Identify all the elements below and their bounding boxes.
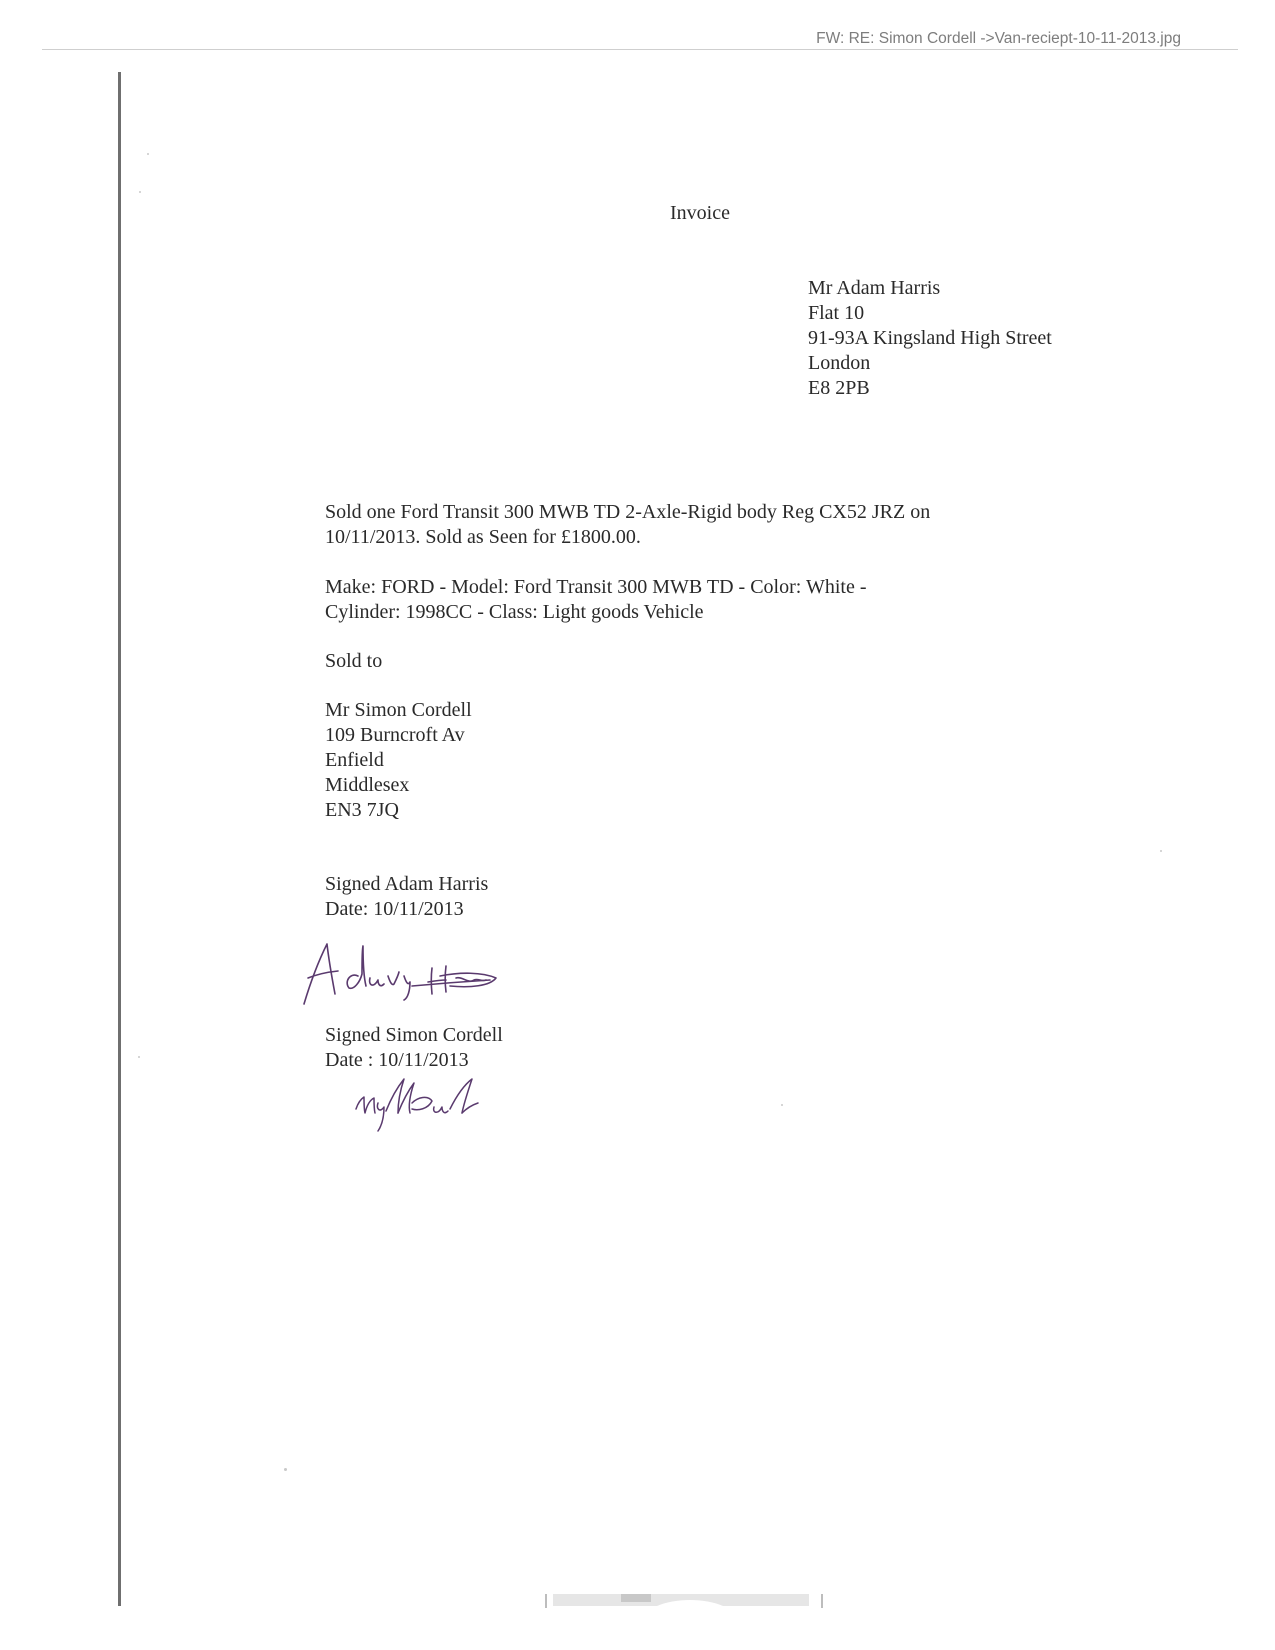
buyer-date-line: Date : 10/11/2013 xyxy=(325,1049,469,1071)
scan-speck xyxy=(1160,850,1162,852)
buyer-signoff xyxy=(325,1023,503,1073)
sender-postcode: E8 2PB xyxy=(808,377,870,399)
sender-name: Mr Adam Harris xyxy=(808,277,941,299)
seller-signature xyxy=(300,938,520,1010)
details-line: Cylinder: 1998CC - Class: Light goods Vehicle xyxy=(325,601,704,623)
buyer-county: Middlesex xyxy=(325,774,410,796)
vehicle-details xyxy=(325,575,866,625)
scan-speck xyxy=(147,153,149,155)
seller-signoff xyxy=(325,872,488,922)
sold-to-label: Sold to xyxy=(325,650,383,672)
details-line: Make: FORD - Model: Ford Transit 300 MWB TD - Color: White - xyxy=(325,576,867,598)
sender-address xyxy=(808,276,1052,401)
scan-speck xyxy=(139,191,141,193)
sale-line: 10/11/2013. Sold as Seen for £1800.00. xyxy=(325,526,641,548)
sender-street: 91-93A Kingsland High Street xyxy=(808,327,1052,349)
buyer-postcode: EN3 7JQ xyxy=(325,799,399,821)
sender-flat: Flat 10 xyxy=(808,302,865,324)
scan-speck xyxy=(781,1104,783,1106)
sale-statement xyxy=(325,500,930,550)
buyer-signature xyxy=(352,1073,492,1133)
buyer-name: Mr Simon Cordell xyxy=(325,699,472,721)
header-rule xyxy=(42,49,1238,50)
sale-line: Sold one Ford Transit 300 MWB TD 2-Axle-Rigid body Reg CX52 JRZ on xyxy=(325,501,931,523)
buyer-address xyxy=(325,698,472,823)
seller-date-line: Date: 10/11/2013 xyxy=(325,898,464,920)
scan-speck xyxy=(138,1056,140,1058)
seller-signed-line: Signed Adam Harris xyxy=(325,873,489,895)
buyer-street: 109 Burncroft Av xyxy=(325,724,465,746)
buyer-signed-line: Signed Simon Cordell xyxy=(325,1024,503,1046)
page-header: FW: RE: Simon Cordell ->Van-reciept-10-11-2013.jpg xyxy=(816,30,1181,47)
scan-edge xyxy=(118,72,121,1606)
scan-artifact xyxy=(545,1592,825,1608)
sender-city: London xyxy=(808,352,871,374)
buyer-town: Enfield xyxy=(325,749,384,771)
scan-speck xyxy=(284,1468,287,1471)
invoice-title: Invoice xyxy=(670,202,730,224)
